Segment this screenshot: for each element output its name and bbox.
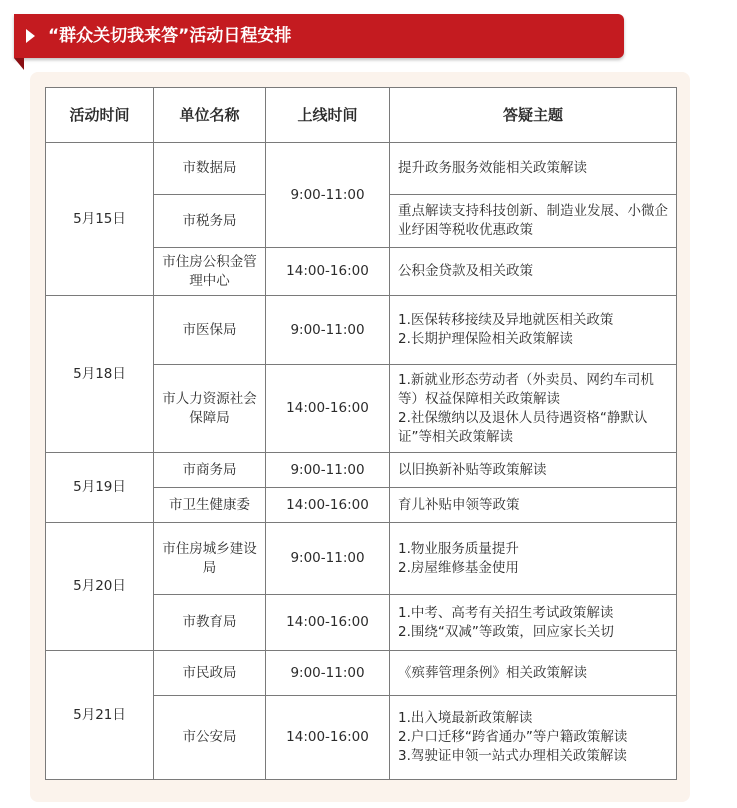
table-row [46,651,677,696]
unit-cell: 市教育局 [154,595,266,651]
topic-cell [390,365,677,453]
topic-cell [390,595,677,651]
table-row [46,453,677,488]
unit-cell: 市卫生健康委 [154,488,266,523]
table-row [46,143,677,195]
header-unit: 单位名称 [154,88,266,143]
table-header-row [46,88,677,143]
page-title: “群众关切我来答”活动日程安排 [48,26,292,46]
unit-cell: 市民政局 [154,651,266,696]
topic-cell [390,523,677,595]
topic-line: 以旧换新补贴等政策解读 [398,461,547,478]
date-cell: 5月20日 [46,523,154,651]
schedule-table [45,87,677,780]
topic-cell [390,488,677,523]
topic-cell [390,195,677,248]
topic-line: 1.出入境最新政策解读 [398,710,533,726]
header-time: 上线时间 [266,88,390,143]
topic-line: 1.中考、高考有关招生考试政策解读 [398,604,614,621]
play-arrow-icon [26,29,35,43]
time-cell: 14:00-16:00 [266,595,390,651]
time-cell: 9:00-11:00 [266,453,390,488]
topic-line: 重点解读支持科技创新、制造业发展、小微企业纾困等税收优惠政策 [398,203,668,238]
time-cell: 14:00-16:00 [266,248,390,296]
topic-line: 2.围绕“双减”等政策，回应家长关切 [398,623,614,640]
date-cell: 5月21日 [46,651,154,780]
topic-line: 3.驾驶证申领一站式办理相关政策解读 [398,748,627,764]
header-date: 活动时间 [46,88,154,143]
topic-cell [390,143,677,195]
unit-cell: 市公安局 [154,696,266,780]
topic-cell [390,248,677,296]
time-cell: 9:00-11:00 [266,296,390,365]
topic-line: 2.户口迁移“跨省通办”等户籍政策解读 [398,729,628,745]
topic-line: 1.医保转移接续及异地就医相关政策 [398,312,614,328]
topic-line: 2.长期护理保险相关政策解读 [398,331,573,347]
unit-cell: 市商务局 [154,453,266,488]
time-cell: 9:00-11:00 [266,523,390,595]
topic-line: 公积金贷款及相关政策 [398,263,533,279]
unit-cell: 市住房公积金管理中心 [154,248,266,296]
unit-cell: 市人力资源社会保障局 [154,365,266,453]
topic-line: 1.新就业形态劳动者（外卖员、网约车司机等）权益保障相关政策解读 [398,371,654,407]
date-cell: 5月18日 [46,296,154,453]
time-cell: 14:00-16:00 [266,365,390,453]
date-cell: 5月15日 [46,143,154,296]
topic-cell [390,453,677,488]
time-cell: 14:00-16:00 [266,488,390,523]
topic-line: 1.物业服务质量提升 [398,540,519,557]
unit-cell: 市税务局 [154,195,266,248]
unit-cell: 市数据局 [154,143,266,195]
topic-line: 提升政务服务效能相关政策解读 [398,160,587,176]
table-row [46,296,677,365]
topic-line: 《殡葬管理条例》相关政策解读 [398,664,587,681]
date-cell: 5月19日 [46,453,154,523]
unit-cell: 市医保局 [154,296,266,365]
unit-cell: 市住房城乡建设局 [154,523,266,595]
topic-line: 2.房屋维修基金使用 [398,559,519,576]
topic-cell [390,651,677,696]
banner-fold [14,58,24,70]
topic-cell [390,296,677,365]
topic-line: 2.社保缴纳以及退休人员待遇资格“静默认证”等相关政策解读 [398,409,648,445]
time-cell: 9:00-11:00 [266,651,390,696]
header-topic: 答疑主题 [390,88,677,143]
time-cell: 9:00-11:00 [266,143,390,248]
topic-cell [390,696,677,780]
table-row [46,523,677,595]
time-cell: 14:00-16:00 [266,696,390,780]
topic-line: 育儿补贴申领等政策 [398,496,520,513]
